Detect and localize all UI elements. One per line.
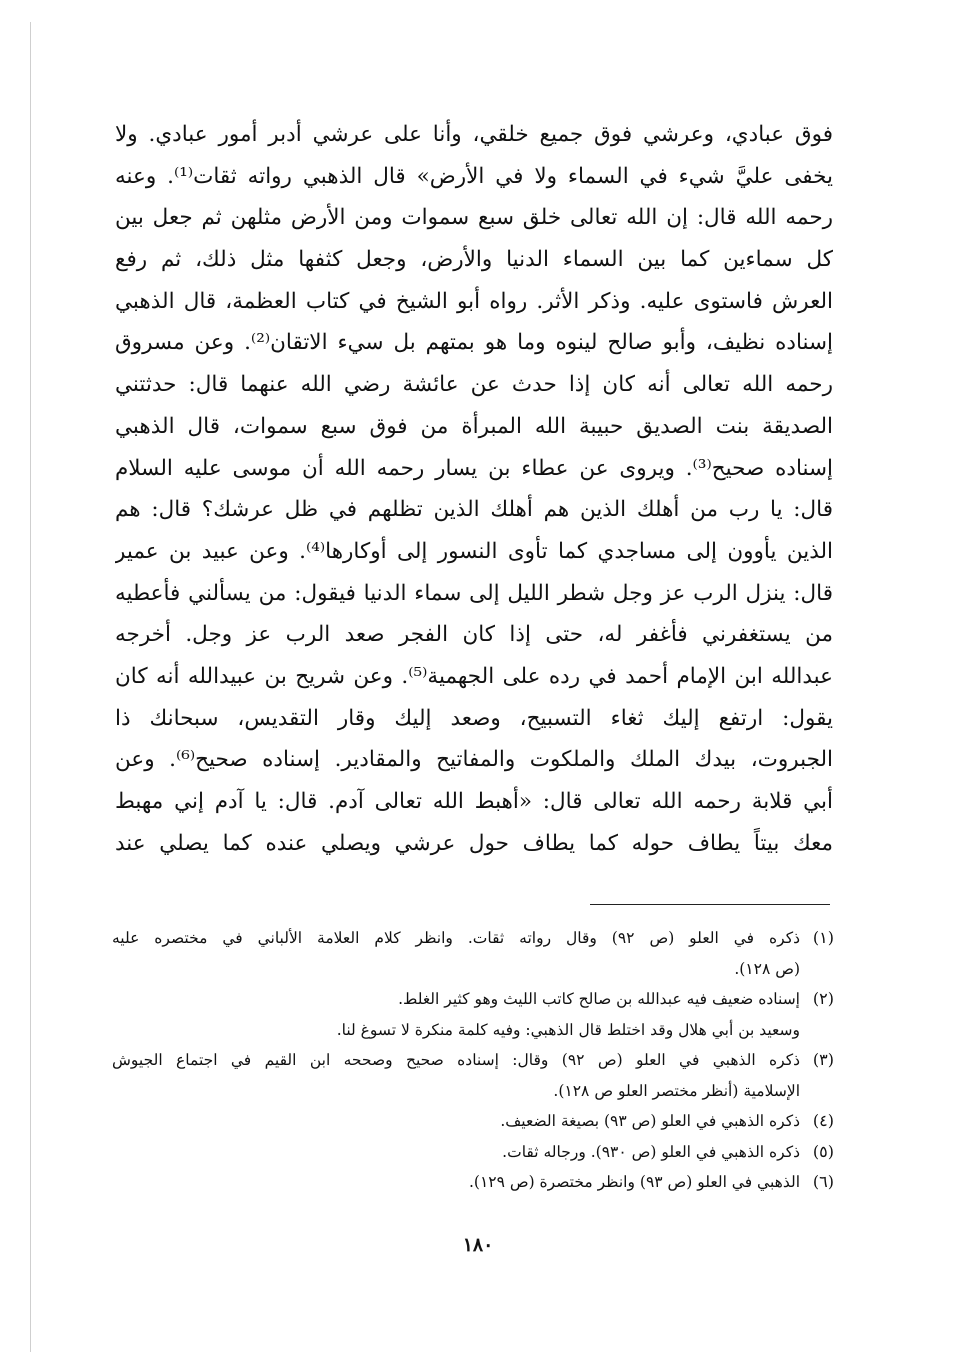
footnote-number: (٦) [812,1172,834,1191]
text-line: إسناده صحيح⁽³⁾. ويروى عن عطاء بن يسار رحمه الله أن موسى عليه السلام [115,455,833,481]
footnote-line: ذكره الذهبي في العلو (ص ٩٢) وقال: إسناده صحيح وصححه ابن القيم في اجتماع الجيوش [112,1051,800,1069]
footnote-number: (٢) [812,989,834,1008]
footnote-number: (٣) [812,1050,834,1069]
footnote-1 [112,923,834,984]
footnote-number: (١) [812,928,834,947]
text-line: رحمه الله تعالى أنه كان إذا حدث عن عائشة رضي الله عنهما قال: حدثتني [115,372,833,398]
footnote-line: الإسلامية (أنظر مختصر العلو ص ١٢٨). [553,1081,800,1100]
text-line: الصديقة بنت الصديق حبيبة الله المبرأة من فوق سبع سموات، قال الذهبي [115,413,833,439]
footnote-5 [112,1137,834,1168]
footnote-2-continuation [112,1015,834,1046]
text-line: يخفى عليَّ شيء في السماء ولا في الأرض» قال الذهبي رواته ثقات⁽¹⁾. وعنه [115,163,833,189]
main-text [115,114,833,864]
footnote-number: (٤) [812,1111,834,1130]
footnote-number: (٥) [812,1141,834,1161]
footnote-2 [112,984,834,1015]
text-line: فوق عبادي، وعرشي فوق جميع خلقي، وأنا على عرشي أدبر أمور عبادي. ولا [115,122,833,147]
footnotes [112,923,834,1198]
footnote-line: ذكره الذهبي في العلو (ص ٩٣٠). ورجاله ثقات. [502,1142,800,1161]
footnote-line: (ص ١٢٨). [734,959,800,978]
page-edge-rule [30,22,31,1352]
text-line: يقول: ارتفع إليك ثغاء التسبيح، وصعد إليك وقار التقديس، سبحانك ذا [115,705,833,731]
footnote-4 [112,1106,834,1137]
text-line: الذين يأوون إلى مساجدي كما تأوى النسور إلى أوكارها⁽⁴⁾. وعن عبيد بن عمير [115,538,833,564]
text-line: إسناده نظيف، وأبو صالح لينوه وما هو بمتهم بل سيء الاتقان⁽²⁾. وعن مسروق [115,330,833,356]
footnote-line: ذكره في العلو (ص ٩٢) وقال رواته ثقات. وانظر كلام العلامة الألباني في مختصره عليه [112,929,800,947]
footnote-separator [590,904,830,905]
text-line: قال: ينزل الرب عز وجل شطر الليل إلى سماء الدنيا فيقول: من يسألني فأعطيه [115,580,833,606]
text-line: عبدالله ابن الإمام أحمد في رده على الجهمية⁽⁵⁾. وعن شريح بن عبيدالله أنه كان [115,663,833,689]
footnote-line: إسناده ضعيف فيه عبدالله بن صالح كاتب الليث وهو كثير الغلط. [398,990,800,1008]
footnote-line: وسعيد بن أبي هلال وقد اختلط قال الذهبي: وفيه كلمة منكرة لا تسوغ لنا. [336,1020,800,1039]
text-line: الجبروت، بيدك الملك والملكوت والمفاتيح والمقادير. إسناده صحيح⁽⁶⁾. وعن [115,747,833,773]
text-line: العرش فاستوى عليه. وذكر الأثر. رواه أبو الشيخ في كتاب العظمة، قال الذهبي [115,288,833,314]
text-line: كل سماءين كما بين السماء الدنيا والأرض، وجعل كثفها مثل ذلك، ثم رفع [115,247,833,273]
footnote-line: ذكره الذهبي في العلو (ص ٩٣) بصيغة الضعيف. [500,1112,800,1130]
text-line: قال: يا رب من أهلك الذين هم أهلك الذين تظلهم في ظل عرشك؟ قال: هم [115,497,833,523]
text-line: معك بيتاً يطاف حوله كما يطاف حول عرشي ويصلي عنده كما يصلي عند [115,830,833,856]
page-number: ١٨٠ [462,1234,494,1256]
text-line: أبي قلابة رحمه الله تعالى قال: «أهبط الله تعالى آدم. قال: يا آدم إني مهبط [115,789,833,814]
footnote-3 [112,1045,834,1106]
footnote-line: الذهبي في العلو (ص ٩٣) وانظر مختصرة (ص ١٢٩). [468,1173,800,1191]
footnote-6 [112,1167,834,1198]
text-line: رحمه الله قال: إن الله تعالى خلق سبع سموات ومن الأرض مثلهن ثم جعل بين [115,205,833,231]
text-line: من يستغفرني فأغفر له، حتى إذا كان الفجر صعد الرب عز وجل. أخرجه [115,622,833,648]
